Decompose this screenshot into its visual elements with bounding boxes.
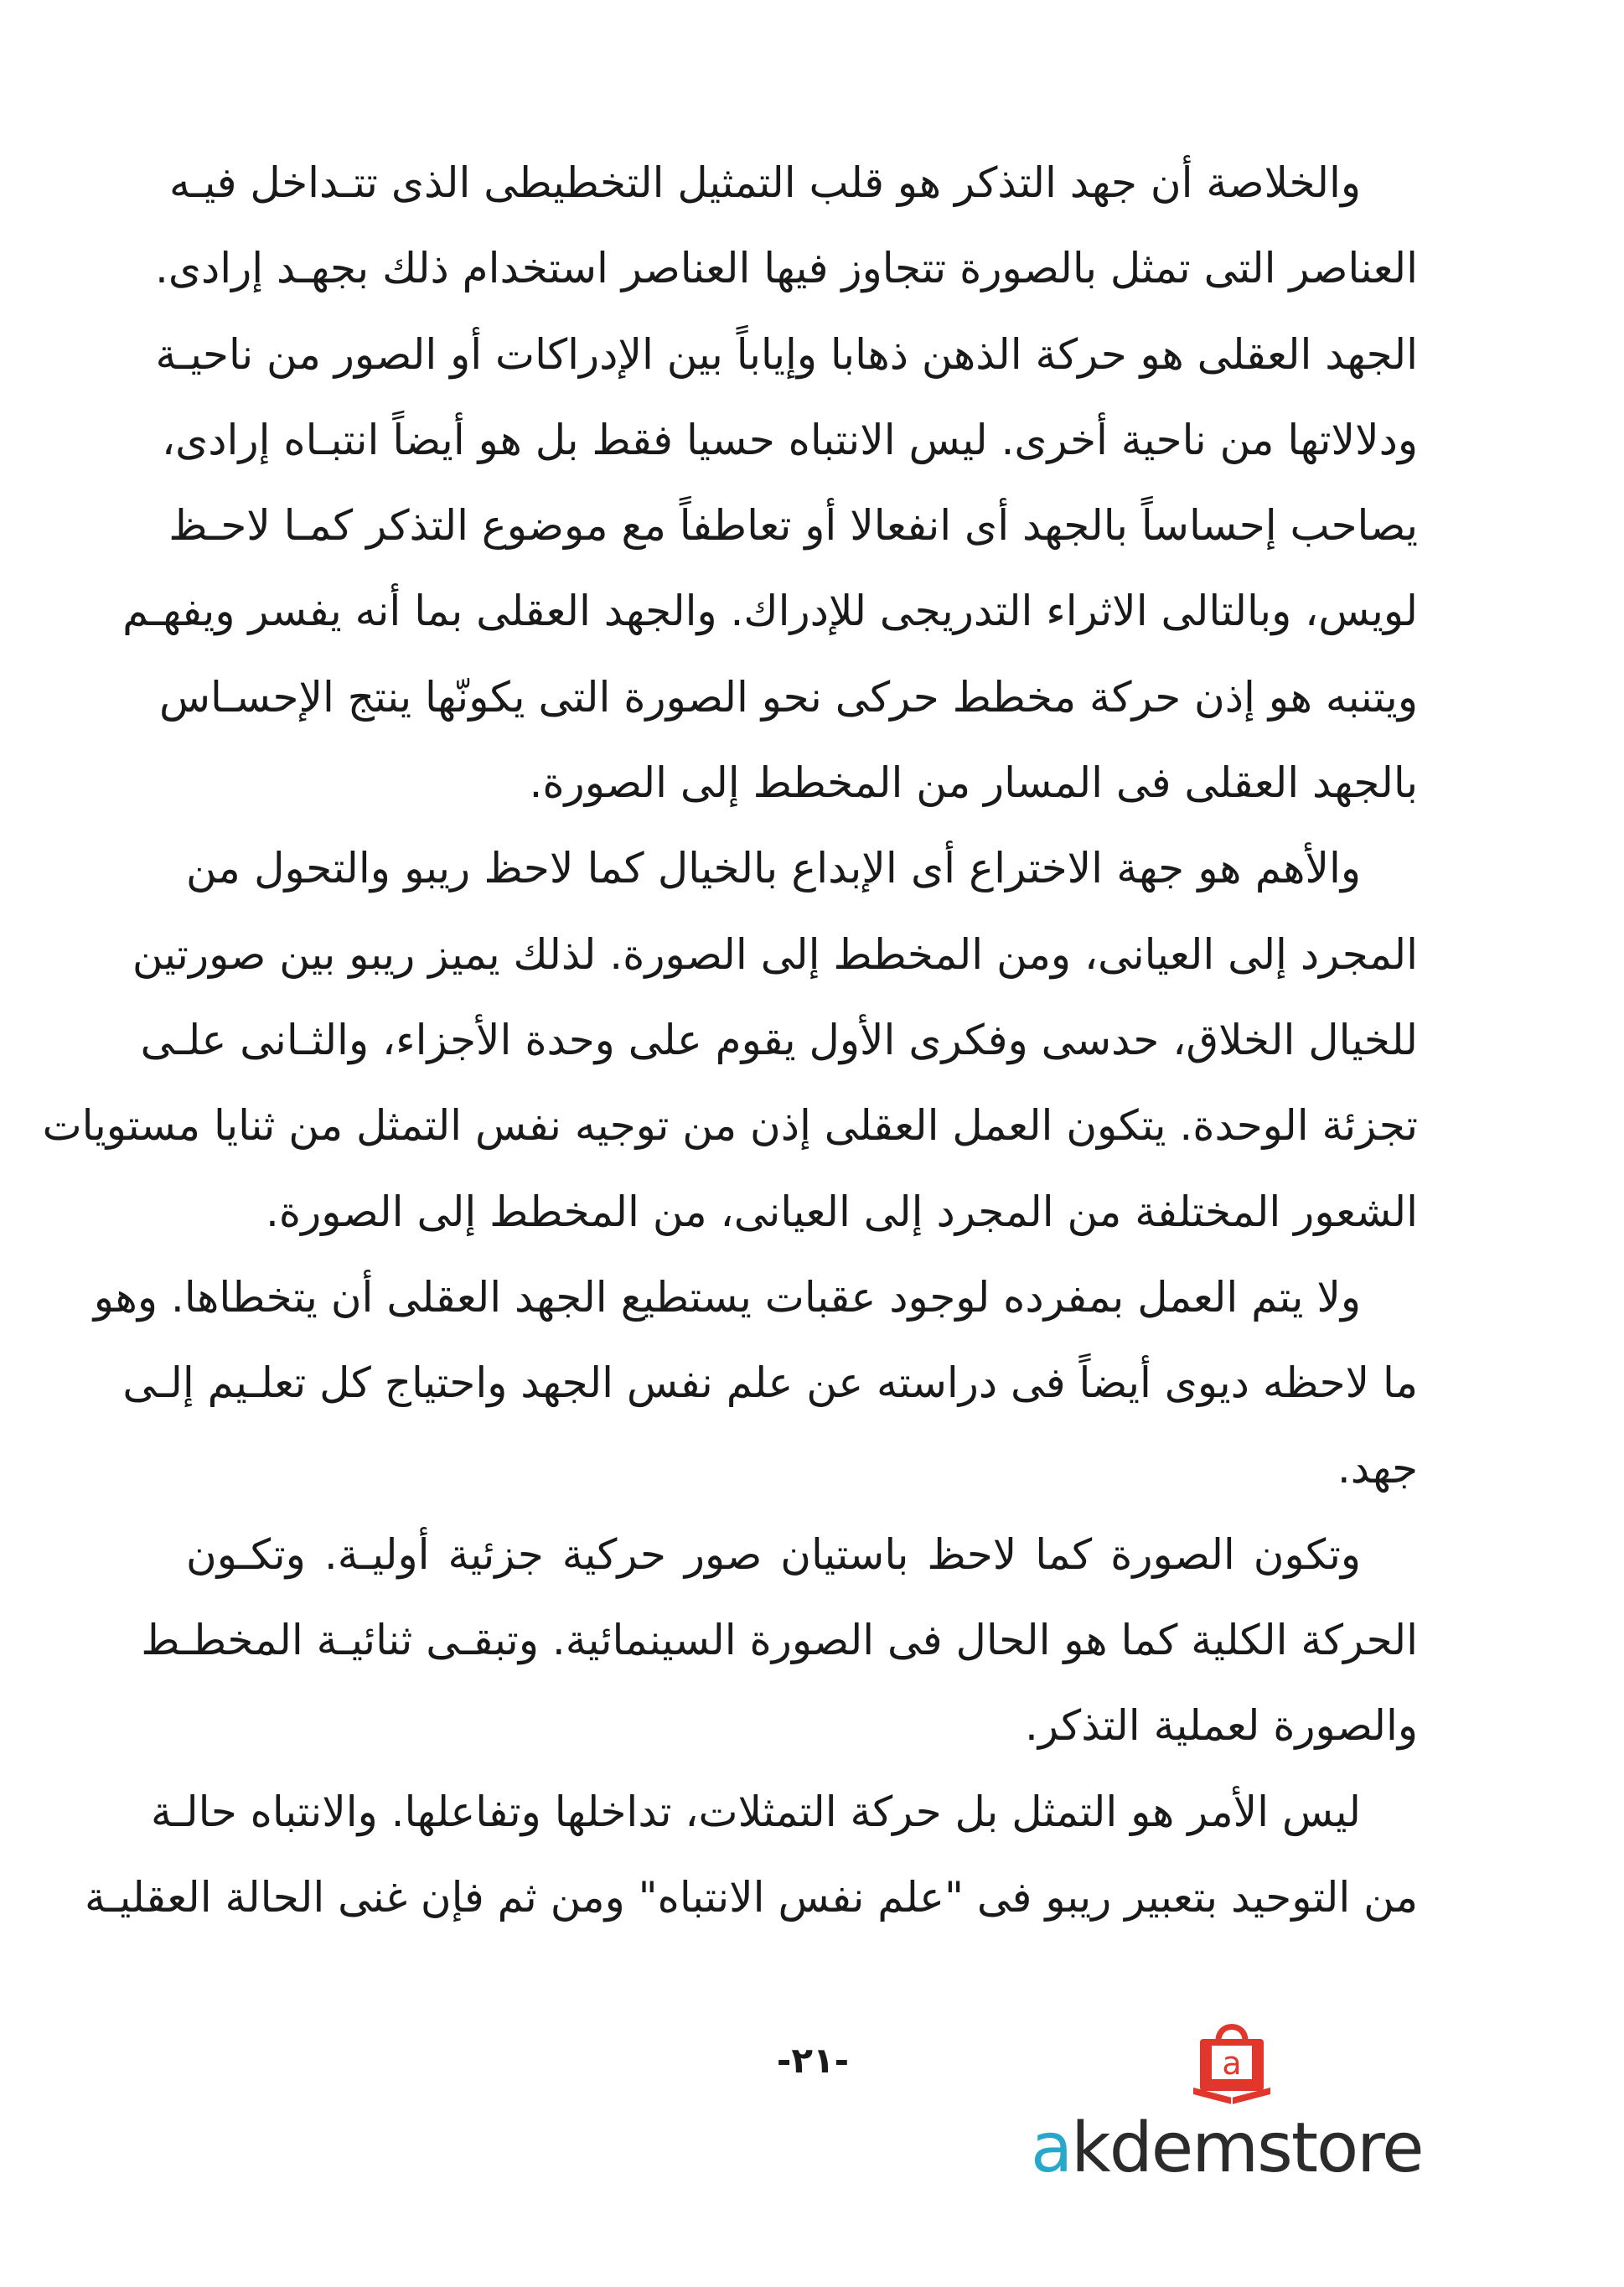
text-line: العناصر التى تمثل بالصورة تتجاوز فيها العناصر استخدام ذلك بجهـد إرادى. — [154, 244, 1418, 293]
text-line: جهد. — [1337, 1444, 1418, 1493]
text-line: ودلالاتها من ناحية أخرى. ليس الانتباه حسيا فقط بل هو أيضاً انتبـاه إرادى، — [162, 415, 1418, 464]
text-line: تجزئة الوحدة. يتكون العمل العقلى إذن من توجيه نفس التمثل من ثنايا مستويات — [42, 1101, 1418, 1151]
text-line: ما لاحظه ديوى أيضاً فى دراسته عن علم نفس الجهد واحتياج كل تعلـيم إلـى — [122, 1358, 1418, 1408]
icon-letter: a — [1222, 2045, 1242, 2082]
text-line: يصاحب إحساساً بالجهد أى انفعالا أو تعاطفاً مع موضوع التذكر كمـا لاحـظ — [168, 501, 1418, 551]
text-line: بالجهد العقلى فى المسار من المخطط إلى الصورة. — [529, 758, 1418, 808]
brand-first-letter: a — [1031, 2108, 1072, 2188]
page-number: -٢١- — [776, 2040, 850, 2081]
text-line: ولا يتم العمل بمفرده لوجود عقبات يستطيع الجهد العقلى أن يتخطاها. وهو — [93, 1272, 1361, 1322]
brand-wordmark — [1031, 2108, 1441, 2188]
text-line: للخيال الخلاق، حدسى وفكرى الأول يقوم على وحدة الأجزاء، والثـانى علـى — [140, 1015, 1418, 1064]
text-line: الحركة الكلية كما هو الحال فى الصورة السينمائية. وتبقـى ثنائيـة المخطـط — [141, 1616, 1418, 1665]
brand-rest: kdemstore — [1071, 2108, 1423, 2188]
text-line: الجهد العقلى هو حركة الذهن ذهابا وإياباً بين الإدراكات أو الصور من ناحيـة — [155, 329, 1418, 379]
text-line: المجرد إلى العيانى، ومن المخطط إلى الصورة. لذلك يميز ريبو بين صورتين — [132, 929, 1418, 979]
document-body — [42, 149, 1418, 1949]
text-line: والصورة لعملية التذكر. — [1024, 1701, 1418, 1751]
text-line: ويتنبه هو إذن حركة مخطط حركى نحو الصورة التى يكونّها ينتج الإحسـاس — [159, 672, 1418, 722]
text-line: والخلاصة أن جهد التذكر هو قلب التمثيل التخطيطى الذى تتـداخل فيـه — [169, 158, 1361, 207]
text-line: من التوحيد بتعبير ريبو فى "علم نفس الانتباه" ومن ثم فإن غنى الحالة العقليـة — [85, 1872, 1418, 1922]
text-line: وتكون الصورة كما لاحظ باستيان صور حركية جزئية أوليـة. وتكـون — [186, 1529, 1361, 1579]
akdemstore-watermark — [1031, 2015, 1441, 2188]
text-line: الشعور المختلفة من المجرد إلى العيانى، من المخطط إلى الصورة. — [266, 1187, 1418, 1236]
text-line: والأهم هو جهة الاختراع أى الإبداع بالخيال كما لاحظ ريبو والتحول من — [186, 844, 1361, 893]
shopping-bag-book-icon — [1182, 2015, 1282, 2108]
text-line: لويس، وبالتالى الاثراء التدريجى للإدراك. والجهد العقلى بما أنه يفسر ويفهـم — [122, 587, 1418, 636]
text-line: ليس الأمر هو التمثل بل حركة التمثلات، تداخلها وتفاعلها. والانتباه حالـة — [150, 1787, 1361, 1836]
